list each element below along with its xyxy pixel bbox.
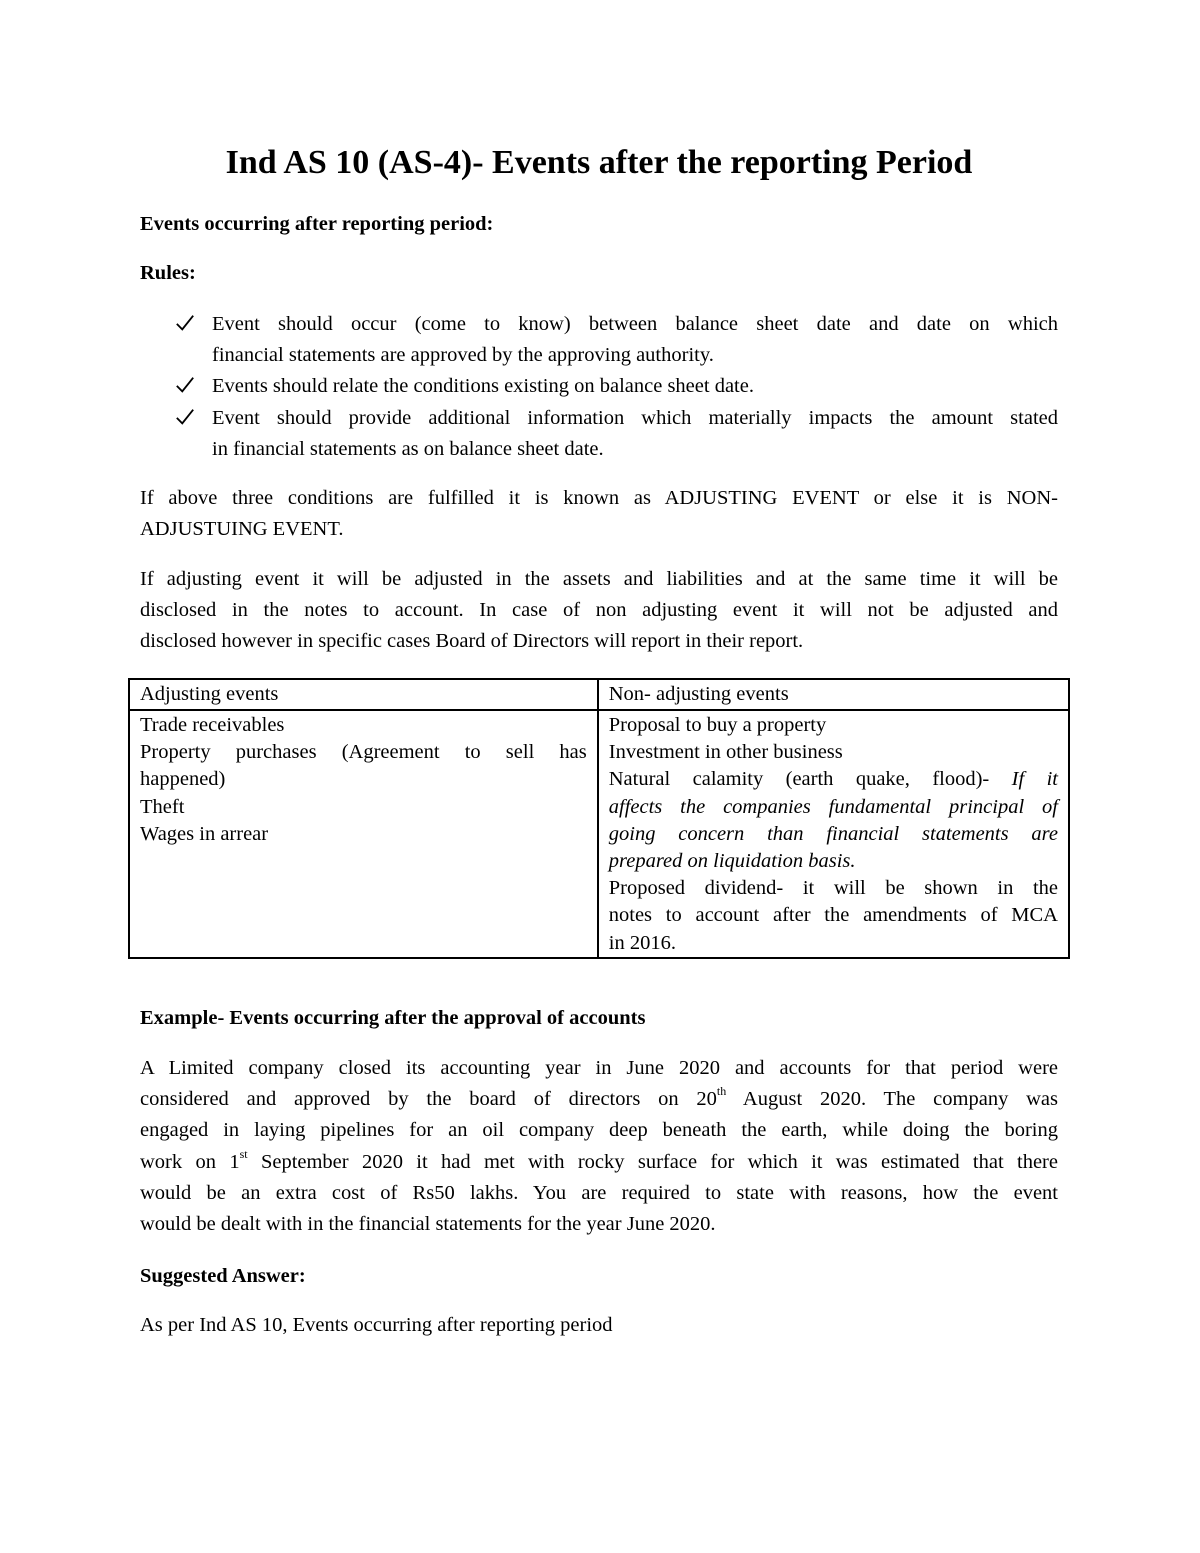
- paragraph-line: If adjusting event it will be adjusted in the assets and liabilities and at the same time it will be: [140, 568, 1058, 590]
- adjustment-paragraph: [140, 564, 1058, 658]
- rule-item: [174, 403, 1058, 465]
- checkmark-icon: [174, 313, 196, 333]
- rule-line: Event should provide additional information which materially impacts the amount stated: [212, 406, 1058, 429]
- list-item-note: If it: [1011, 768, 1058, 791]
- table-row: [129, 710, 1069, 958]
- list-item-text: Natural calamity (earth quake, flood)-: [608, 768, 990, 791]
- conditions-paragraph: [140, 483, 1058, 545]
- paragraph-text: August 2020. The company was: [726, 1088, 1059, 1111]
- rule-item: [174, 309, 1058, 371]
- list-item: Proposed dividend- it will be shown in the: [608, 877, 1058, 900]
- non-adjusting-events-cell: [598, 710, 1069, 958]
- paragraph-line: disclosed in the notes to account. In case of non adjusting event it will not be adjusted and: [140, 599, 1058, 622]
- list-item: notes to account after the amendments of MCA: [608, 904, 1058, 927]
- answer-heading: Suggested Answer:: [140, 1265, 306, 1287]
- example-heading: Example- Events occurring after the approval of accounts: [140, 1007, 646, 1029]
- table-header-row: [129, 679, 1069, 710]
- list-item: [609, 766, 1058, 793]
- ordinal-suffix: th: [716, 1084, 727, 1099]
- paragraph-line: engaged in laying pipelines for an oil company deep beneath the earth, while doing the boring: [140, 1119, 1058, 1142]
- rule-line: Events should relate the conditions existing on balance sheet date.: [212, 375, 754, 398]
- checkmark-icon: [174, 375, 196, 395]
- events-table: [128, 678, 1070, 959]
- paragraph-line: would be an extra cost of Rs50 lakhs. You are required to state with reasons, how the event: [140, 1181, 1058, 1204]
- list-item-note: affects the companies fundamental principal of: [608, 795, 1058, 818]
- section-heading: Events occurring after reporting period:: [140, 213, 494, 235]
- list-item-note: going concern than financial statements are: [608, 822, 1058, 845]
- paragraph-line: If above three conditions are fulfilled it is known as ADJUSTING EVENT or else it is NON-: [140, 487, 1058, 509]
- adjusting-events-cell: [129, 710, 598, 958]
- rule-line: financial statements are approved by the approving authority.: [212, 344, 714, 367]
- ordinal-suffix: st: [239, 1146, 248, 1161]
- list-item: Theft: [140, 795, 185, 818]
- rules-list: [174, 309, 1058, 465]
- paragraph-line: ADJUSTUING EVENT.: [140, 518, 344, 541]
- list-item-note: prepared on liquidation basis.: [608, 850, 856, 873]
- paragraph-line: As per Ind AS 10, Events occurring after reporting period: [140, 1314, 613, 1336]
- example-paragraph: [140, 1053, 1058, 1240]
- paragraph-line: disclosed however in specific cases Board of Directors will report in their report.: [140, 630, 804, 653]
- page-title: Ind AS 10 (AS-4)- Events after the reporting Period: [225, 144, 973, 181]
- paragraph-text: September 2020 it had met with rocky surface for which it was estimated that there: [247, 1150, 1058, 1173]
- checkmark-icon: [174, 407, 196, 427]
- list-item: Wages in arrear: [140, 822, 269, 845]
- paragraph-line: would be dealt with in the financial statements for the year June 2020.: [140, 1213, 716, 1236]
- rule-item: [174, 371, 1058, 402]
- rule-line: Event should occur (come to know) between balance sheet date and date on which: [212, 313, 1058, 335]
- list-item: happened): [140, 768, 226, 791]
- paragraph-text: considered and approved by the board of directors on 20: [140, 1088, 717, 1111]
- list-item: Property purchases (Agreement to sell has: [140, 741, 587, 764]
- list-item: Trade receivables: [140, 714, 285, 736]
- paragraph-line: [140, 1084, 1058, 1115]
- list-item: Proposal to buy a property: [608, 714, 827, 736]
- paragraph-line: [140, 1147, 1058, 1178]
- paragraph-text: work on 1: [140, 1150, 240, 1173]
- list-item: Investment in other business: [608, 741, 843, 764]
- answer-paragraph: [140, 1310, 1058, 1341]
- paragraph-line: A Limited company closed its accounting year in June 2020 and accounts for that period were: [140, 1057, 1058, 1079]
- column-header-adjusting: Adjusting events: [129, 679, 598, 710]
- rule-line: in financial statements as on balance sheet date.: [212, 437, 604, 460]
- rules-heading: Rules:: [140, 262, 196, 284]
- list-item: in 2016.: [608, 931, 676, 954]
- column-header-non-adjusting: Non- adjusting events: [598, 679, 1069, 710]
